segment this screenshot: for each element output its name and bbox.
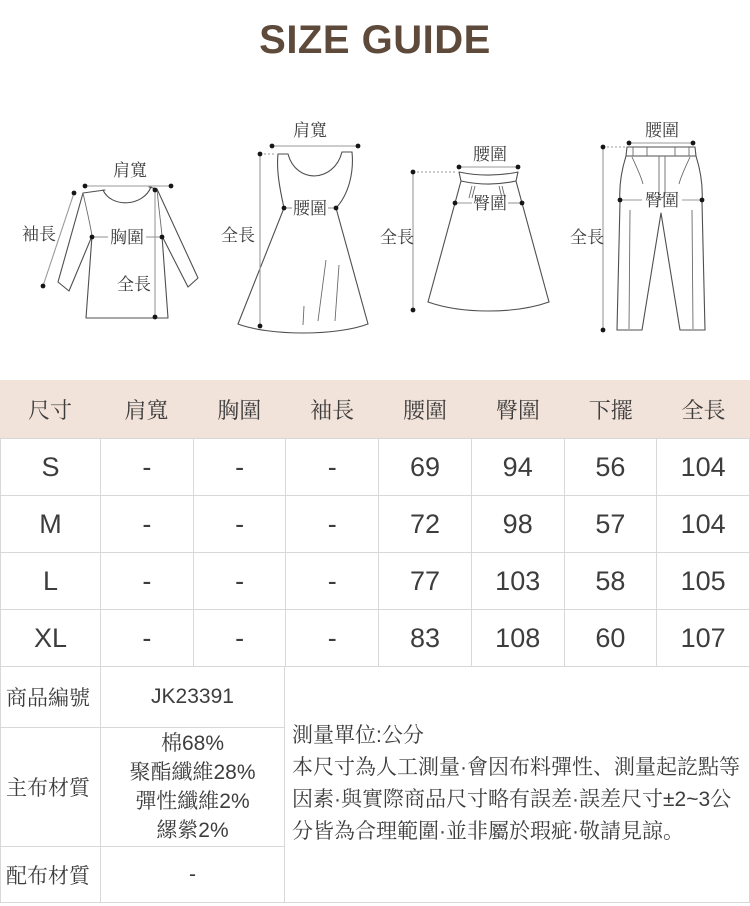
value-cell: - <box>286 439 379 496</box>
size-cell: L <box>1 553 101 610</box>
top-chest-label: 胸圍 <box>110 228 144 247</box>
dress-diagram <box>208 110 395 345</box>
header-length: 全長 <box>681 397 726 423</box>
value-cell: 60 <box>565 610 658 667</box>
measurement-unit-text: 測量單位:公分 <box>292 724 424 747</box>
pants-length-label: 全長 <box>570 228 604 247</box>
product-info-area <box>0 666 750 903</box>
value-cell: 105 <box>657 553 750 610</box>
value-cell: - <box>286 553 379 610</box>
value-cell: 56 <box>565 439 658 496</box>
value-cell: - <box>286 496 379 553</box>
size-table <box>0 380 750 667</box>
value-cell: 108 <box>472 610 565 667</box>
value-cell: 104 <box>657 496 750 553</box>
header-shoulder: 肩寬 <box>124 397 169 423</box>
measurement-disclaimer-text: 本尺寸為人工測量·會因布料彈性、測量起訖點等因素·與實際商品尺寸略有誤差·誤差尺寸±2~3公分皆為合理範圍·並非屬於瑕疵·敬請見諒。 <box>292 756 740 843</box>
value-cell: - <box>101 496 194 553</box>
size-table-body <box>0 438 750 667</box>
header-waist: 腰圍 <box>402 397 447 423</box>
product-code-label: 商品編號 <box>1 666 101 727</box>
value-cell: 104 <box>657 439 750 496</box>
value-cell: 103 <box>472 553 565 610</box>
size-cell: S <box>1 439 101 496</box>
value-cell: 107 <box>657 610 750 667</box>
top-sleeve-label: 袖長 <box>22 225 56 244</box>
main-fabric-value <box>101 728 285 846</box>
size-cell: M <box>1 496 101 553</box>
size-table-header <box>0 380 750 438</box>
value-cell: - <box>101 553 194 610</box>
skirt-length-label: 全長 <box>380 228 414 247</box>
header-size: 尺寸 <box>27 397 72 423</box>
skirt-diagram <box>378 110 570 345</box>
header-hip: 臀圍 <box>495 397 540 423</box>
long-sleeve-top-diagram <box>8 110 208 345</box>
value-cell: 77 <box>379 553 472 610</box>
product-info-table <box>0 666 285 903</box>
main-fabric-label: 主布材質 <box>1 728 101 846</box>
pants-diagram <box>570 110 750 345</box>
lining-fabric-row <box>0 847 285 903</box>
product-code-value: JK23391 <box>101 666 285 727</box>
product-code-row <box>0 666 285 728</box>
dress-length-label: 全長 <box>221 226 255 245</box>
measurement-diagrams <box>0 110 750 350</box>
value-cell: - <box>194 610 287 667</box>
lining-fabric-value: - <box>101 847 285 902</box>
top-length-label: 全長 <box>117 275 151 294</box>
page-title: SIZE GUIDE <box>259 18 491 62</box>
value-cell: 94 <box>472 439 565 496</box>
lining-fabric-label: 配布材質 <box>1 847 101 902</box>
value-cell: 58 <box>565 553 658 610</box>
value-cell: 98 <box>472 496 565 553</box>
value-cell: - <box>194 553 287 610</box>
top-shoulder-label: 肩寬 <box>113 161 147 180</box>
fabric-line: 彈性纖維2% <box>135 790 250 813</box>
fabric-line: 聚酯纖維28% <box>129 761 256 784</box>
fabric-line: 棉68% <box>160 732 225 755</box>
value-cell: 72 <box>379 496 472 553</box>
dress-shoulder-label: 肩寬 <box>293 121 327 140</box>
fabric-line: 縲縈2% <box>156 819 229 842</box>
header-sleeve: 袖長 <box>310 397 355 423</box>
dress-waist-label: 腰圍 <box>293 199 327 218</box>
value-cell: - <box>194 439 287 496</box>
skirt-hip-label: 臀圍 <box>473 194 507 213</box>
value-cell: 57 <box>565 496 658 553</box>
header-hem: 下擺 <box>588 397 633 423</box>
value-cell: - <box>286 610 379 667</box>
size-cell: XL <box>1 610 101 667</box>
header-chest: 胸圍 <box>217 397 262 423</box>
value-cell: - <box>101 610 194 667</box>
value-cell: 69 <box>379 439 472 496</box>
pants-waist-label: 腰圍 <box>645 121 679 140</box>
value-cell: - <box>194 496 287 553</box>
pants-hip-label: 臀圍 <box>645 191 679 210</box>
value-cell: - <box>101 439 194 496</box>
value-cell: 83 <box>379 610 472 667</box>
measurement-note <box>285 666 750 903</box>
main-fabric-row <box>0 728 285 847</box>
skirt-waist-label: 腰圍 <box>473 145 507 164</box>
